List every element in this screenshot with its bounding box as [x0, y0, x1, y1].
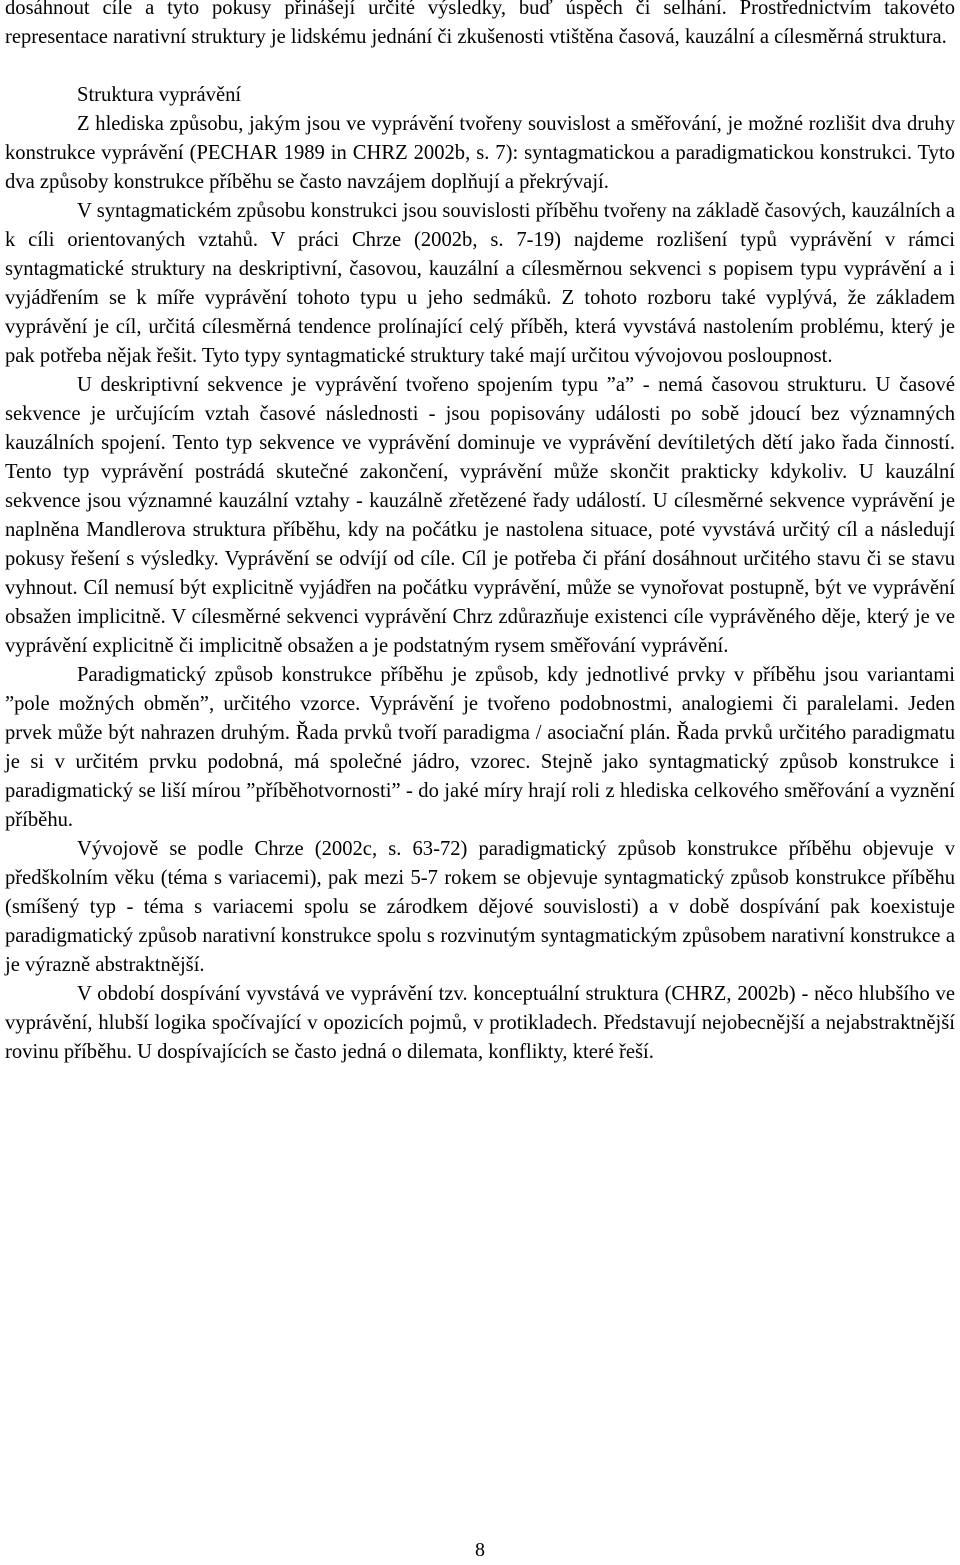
paragraph-development: Vývojově se podle Chrze (2002c, s. 63-72) paradigmatický způsob konstrukce příběhu objevuje v předškolním věku (téma s variacemi), pak mezi 5-7 rokem se objevuje syntagmatický způsob konstrukce příběhu (smíšený typ - téma s variacemi spolu se zárodkem dějové souvislosti) a v době dospívání pak koexistuje paradigmatický způsob narativní konstrukce spolu s rozvinutým syntagmatickým způsobem narativní konstrukce a je výrazně abstraktnější.: [5, 838, 955, 976]
document-page: [5, 0, 955, 1067]
paragraph-adolescence: V období dospívání vyvstává ve vyprávění tzv. konceptuální struktura (CHRZ, 2002b) - něco hlubšího ve vyprávění, hlubší logika spočívající v opozicích pojmů, v protikladech. Představují nejobecnější a nejabstraktnější rovinu příběhu. U dospívajících se často jedná o dilemata, konflikty, které řeší.: [5, 983, 955, 1063]
paragraph-sequences: U deskriptivní sekvence je vyprávění tvořeno spojením typu ”a” - nemá časovou strukturu. U časové sekvence je určujícím vztah časové následnosti - jsou popisovány události po sobě jdoucí bez významných kauzálních spojení. Tento typ sekvence ve vyprávění dominuje ve vyprávění devítiletých dětí jako řada činností. Tento typ vyprávění postrádá skutečné zakončení, vyprávění může skončit prakticky kdykoliv. U kauzální sekvence jsou významné kauzální vztahy - kauzálně zřetězené řady událostí. U cílesměrné sekvence vyprávění je naplněna Mandlerova struktura příběhu, kdy na počátku je nastolena situace, poté vyvstává určitý cíl a následují pokusy řešení s výsledky. Vyprávění se odvíjí od cíle. Cíl je potřeba či přání dosáhnout určitého stavu či se stavu vyhnout. Cíl nemusí být explicitně vyjádřen na počátku vyprávění, může se vynořovat postupně, být ve vyprávění obsažen implicitně. V cílesměrné sekvenci vyprávění Chrz zdůrazňuje existenci cíle vyprávěného děje, který je ve vyprávění explicitně či implicitně obsažen a je podstatným rysem směřování vyprávění.: [5, 374, 955, 657]
paragraph-intro: dosáhnout cíle a tyto pokusy přinášejí určité výsledky, buď úspěch či selhání. Prostřednictvím takovéto representace narativní struktury je lidskému jednání či zkušenosti vtištěna časová, kauzální a cílesměrná struktura.: [5, 0, 955, 48]
paragraph-construction-types: Z hlediska způsobu, jakým jsou ve vyprávění tvořeny souvislost a směřování, je možné rozlišit dva druhy konstrukce vyprávění (PECHAR 1989 in CHRZ 2002b, s. 7): syntagmatickou a paradigmatickou konstrukci. Tyto dva způsoby konstrukce příběhu se často navzájem doplňují a překrývají.: [5, 113, 955, 193]
section-heading: Struktura vyprávění: [77, 84, 242, 106]
page-number: 8: [475, 1539, 485, 1561]
paragraph-syntagmatic: V syntagmatickém způsobu konstrukci jsou souvislosti příběhu tvořeny na základě časových, kauzálních a k cíli orientovaných vztahů. V práci Chrze (2002b, s. 7-19) najdeme rozlišení typů vyprávění v rámci syntagmatické struktury na deskriptivní, časovou, kauzální a cílesměrnou sekvenci s popisem typu vyprávění a i vyjádřením se k míře vyprávění tohoto typu u jeho sedmáků. Z tohoto rozboru také vyplývá, že základem vyprávění je cíl, určitá cílesměrná tendence prolínající celý příběh, která vyvstává nastolením problému, který je pak potřeba nějak řešit. Tyto typy syntagmatické struktury také mají určitou vývojovou posloupnost.: [5, 200, 955, 367]
paragraph-paradigmatic: Paradigmatický způsob konstrukce příběhu je způsob, kdy jednotlivé prvky v příběhu jsou variantami ”pole možných obměn”, určitého vzorce. Vyprávění je tvořeno podobnostmi, analogiemi či paralelami. Jeden prvek může být nahrazen druhým. Řada prvků tvoří paradigma / asociační plán. Řada prvků určitého paradigmatu je si v určitém prvku podobná, má společné jádro, vzorec. Stejně jako syntagmatický způsob konstrukce i paradigmatický se liší mírou ”příběhotvornosti” - do jaké míry hrají roli z hlediska celkového směřování a vyznění příběhu.: [5, 664, 955, 831]
